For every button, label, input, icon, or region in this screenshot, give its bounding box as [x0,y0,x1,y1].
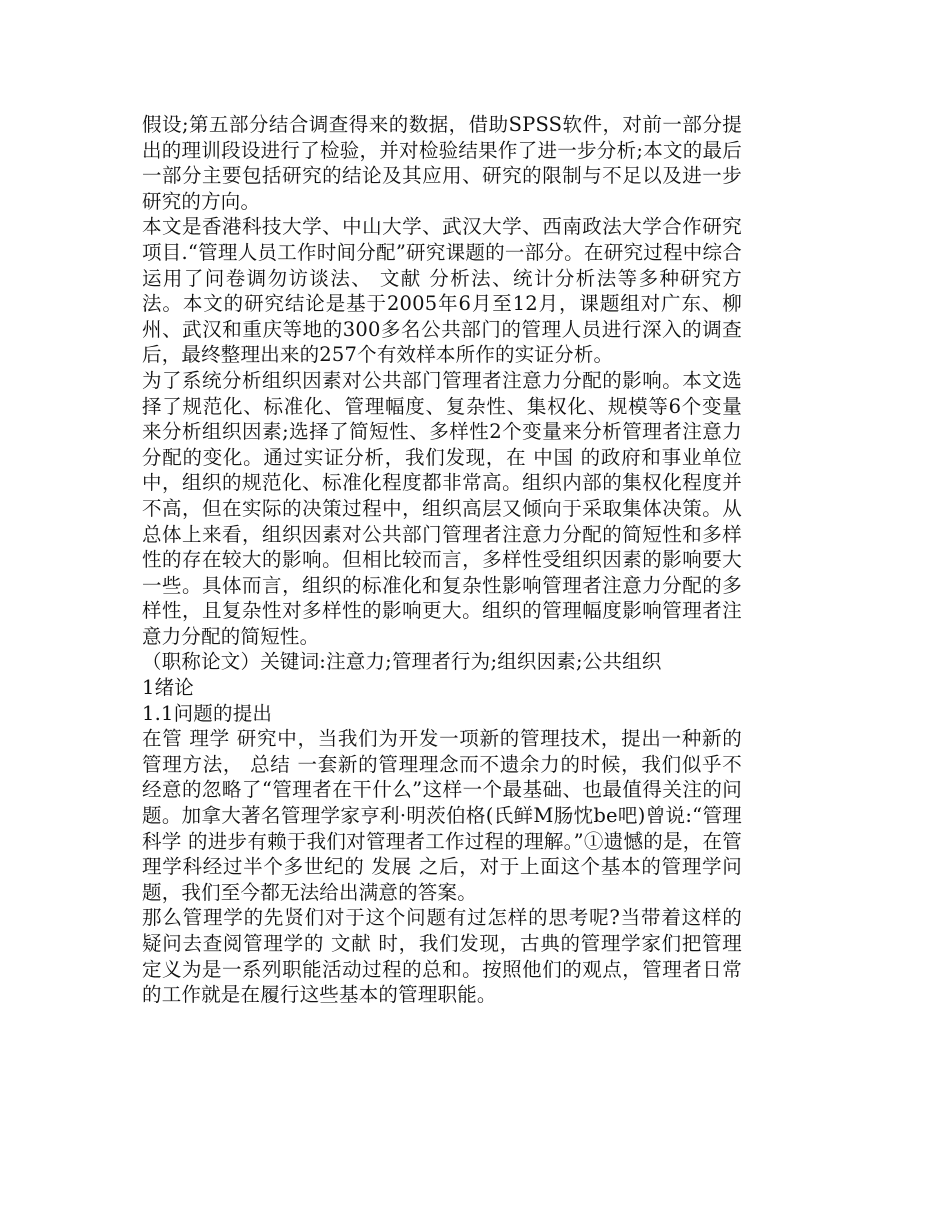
document-page [142,112,742,1008]
paragraph-classical-view: 那么管理学的先贤们对于这个问题有过怎样的思考呢?当带着这样的疑问去查阅管理学的 文献 时，我们发现，古典的管理学家们把管理定义为是一系列职能活动过程的总和。按照他们的观点，管理者日常的工作就是在履行这些基本的管理职能。 [142,906,742,1007]
section-heading: 1.1问题的提出 [142,701,273,725]
chapter-heading: 1绪论 [142,676,195,700]
paragraph-research-findings: 为了系统分析组织因素对公共部门管理者注意力分配的影响。本文选择了规范化、标准化、管理幅度、复杂性、集权化、规模等6个变量来分析组织因素;选择了简短性、多样性2个变量来分析管理者注意力分配的变化。通过实证分析，我们发现，在 中国 的政府和事业单位中，组织的规范化、标准化程度都非常高。组织内部的集权化程度并不高，但在实际的决策过程中，组织高层又倾向于采取集体决策。从总体上来看，组织因素对公共部门管理者注意力分配的简短性和多样性的存在较大的影响。但相比较而言，多样性受组织因素的影响要大一些。具体而言，组织的标准化和复杂性影响管理者注意力分配的多样性，且复杂性对多样性的影响更大。组织的管理幅度影响管理者注意力分配的简短性。 [142,368,742,648]
paragraph-keywords: （职称论文）关键词:注意力;管理者行为;组织因素;公共组织 [142,650,662,674]
paragraph-problem-intro: 在管 理学 研究中，当我们为开发一项新的管理技术，提出一种新的管理方法， 总结 一套新的管理理念而不遗余力的时候，我们似乎不经意的忽略了“管理者在干什么”这样一个最基础、也最值得关注的问题。加拿大著名管理学家亨利·明茨伯格(氏鲜M肠忱be吧)曾说:“管理 科学 的进步有赖于我们对管理者工作过程的理解。”①遗憾的是，在管理学科经过半个多世纪的 发展 之后，对于上面这个基本的管理学问题，我们至今都无法给出满意的答案。 [142,727,742,904]
paragraph-research-structure: 假设;第五部分结合调查得来的数据，借助SPSS软件，对前一部分提出的理训段设进行了检验，并对检验结果作了进一步分析;本文的最后一部分主要包括研究的结论及其应用、研究的限制与不足以及进一步研究的方向。 [142,113,742,213]
paragraph-research-background: 本文是香港科技大学、中山大学、武汉大学、西南政法大学合作研究项目.“管理人员工作时间分配”研究课题的一部分。在研究过程中综合运用了问卷调勿访谈法、 文献 分析法、统计分析法等多种研究方法。本文的研究结论是基于2005年6月至12月，课题组对广东、柳州、武汉和重庆等地的300多名公共部门的管理人员进行深入的调查后，最终整理出来的257个有效样本所作的实证分析。 [142,215,742,367]
